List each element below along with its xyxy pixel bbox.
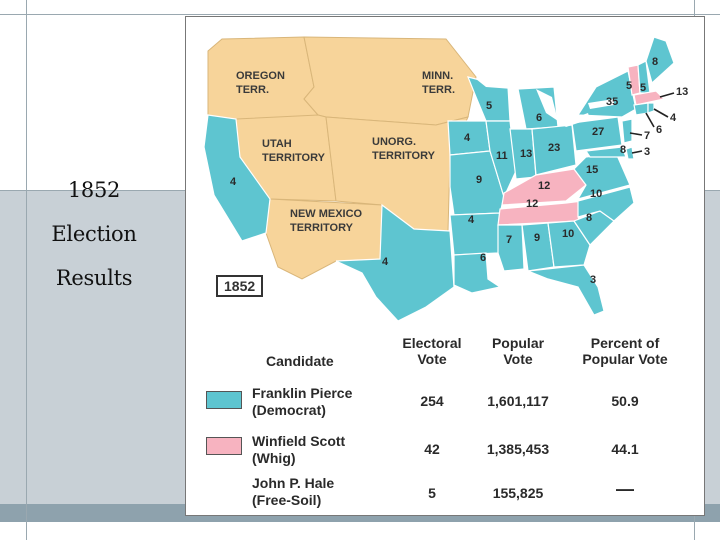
- ev-indiana: 13: [520, 148, 533, 160]
- row-hale-line2: (Free-Soil): [252, 492, 322, 508]
- row-scott-line1: Winfield Scott: [252, 433, 346, 449]
- row-scott-name: [252, 433, 345, 467]
- mississippi: [498, 225, 524, 271]
- ev-new-york: 35: [606, 96, 619, 108]
- row-hale-name: [252, 475, 334, 509]
- row-pierce-popular: 1,601,117: [487, 393, 549, 409]
- row-pierce-name: [252, 385, 352, 419]
- header-electoral-line2: Vote: [417, 351, 447, 367]
- rhode-island: [648, 103, 654, 113]
- ev-louisiana: 6: [480, 252, 487, 264]
- row-pierce-line2: (Democrat): [252, 402, 326, 418]
- label-oregon-1: OREGON: [236, 70, 285, 82]
- label-unorg-1: UNORG.: [372, 136, 416, 148]
- ev-georgia: 10: [562, 228, 575, 240]
- louisiana: [454, 253, 500, 293]
- label-nm-1: NEW MEXICO: [290, 208, 363, 220]
- slide-rule-left: [26, 0, 27, 540]
- ev-alabama: 9: [534, 232, 541, 244]
- ev-pennsylvania: 27: [592, 126, 605, 138]
- label-nm-2: TERRITORY: [290, 222, 353, 234]
- ev-mississippi: 7: [506, 234, 513, 246]
- row-pierce-percent: 50.9: [611, 393, 639, 409]
- ev-massachusetts: 13: [676, 86, 689, 98]
- ev-maryland: 8: [620, 144, 627, 156]
- ev-maine: 8: [652, 56, 659, 68]
- ev-ohio: 23: [548, 142, 561, 154]
- header-percent-line2: Popular Vote: [582, 351, 668, 367]
- header-popular: [478, 335, 558, 367]
- row-hale-electoral: 5: [428, 485, 436, 501]
- row-scott-percent: 44.1: [611, 441, 639, 457]
- header-popular-line2: Vote: [503, 351, 533, 367]
- new-jersey: [622, 119, 632, 143]
- label-oregon-2: TERR.: [236, 84, 269, 96]
- row-scott-line2: (Whig): [252, 450, 296, 466]
- label-minn-2: TERR.: [422, 84, 455, 96]
- ev-texas: 4: [382, 256, 389, 268]
- header-electoral: [392, 335, 472, 367]
- row-hale-line1: John P. Hale: [252, 475, 335, 491]
- slide-rule-top: [0, 14, 720, 15]
- callout-de: [632, 151, 642, 153]
- slide-title: [34, 168, 154, 300]
- label-utah-2: TERRITORY: [262, 152, 325, 164]
- header-candidate: Candidate: [266, 353, 334, 369]
- row-pierce-electoral: 254: [420, 393, 444, 409]
- ev-tennessee: 12: [526, 198, 539, 210]
- header-popular-line1: Popular: [491, 335, 545, 351]
- label-unorg-2: TERRITORY: [372, 150, 435, 162]
- swatch-democrat: [206, 391, 242, 409]
- lake-michigan: [510, 89, 520, 129]
- maine: [646, 37, 674, 83]
- ev-new-jersey: 7: [644, 130, 651, 142]
- title-year: 1852: [67, 178, 121, 202]
- row-hale-popular: 155,825: [492, 485, 544, 501]
- ev-rhode-island: 4: [670, 112, 677, 124]
- callout-ct: [646, 113, 654, 127]
- ev-wisconsin: 5: [486, 100, 493, 112]
- title-election: Election: [51, 222, 137, 246]
- ev-kentucky: 12: [538, 180, 551, 192]
- map-year-label: 1852: [216, 275, 263, 297]
- ev-new-hampshire: 5: [640, 82, 647, 94]
- label-utah-1: UTAH: [262, 138, 292, 150]
- title-results: Results: [55, 266, 133, 290]
- ev-iowa: 4: [464, 132, 471, 144]
- ev-delaware: 3: [644, 146, 651, 158]
- label-minn-1: MINN.: [422, 70, 454, 82]
- ev-south-carolina: 8: [586, 212, 593, 224]
- ev-connecticut: 6: [656, 124, 663, 136]
- row-scott-electoral: 42: [424, 441, 440, 457]
- ev-north-carolina: 10: [590, 188, 603, 200]
- ev-illinois: 11: [496, 150, 508, 162]
- swatch-whig: [206, 437, 242, 455]
- ev-california: 4: [230, 176, 237, 188]
- ev-missouri: 9: [476, 174, 483, 186]
- row-hale-percent: —: [616, 479, 634, 499]
- header-percent: [570, 335, 680, 367]
- florida: [528, 265, 604, 315]
- ev-vermont: 5: [626, 80, 633, 92]
- new-york: [578, 71, 636, 117]
- arkansas: [450, 213, 500, 255]
- callout-ma: [660, 93, 674, 97]
- map-figure: [185, 16, 705, 516]
- ev-virginia: 15: [586, 164, 599, 176]
- ev-michigan: 6: [536, 112, 543, 124]
- ev-arkansas: 4: [468, 214, 475, 226]
- header-electoral-line1: Electoral: [402, 335, 462, 351]
- row-scott-popular: 1,385,453: [486, 441, 550, 457]
- header-percent-line1: Percent of: [590, 335, 660, 351]
- callout-ri: [654, 109, 668, 117]
- row-pierce-line1: Franklin Pierce: [252, 385, 353, 401]
- ev-florida: 3: [590, 274, 597, 286]
